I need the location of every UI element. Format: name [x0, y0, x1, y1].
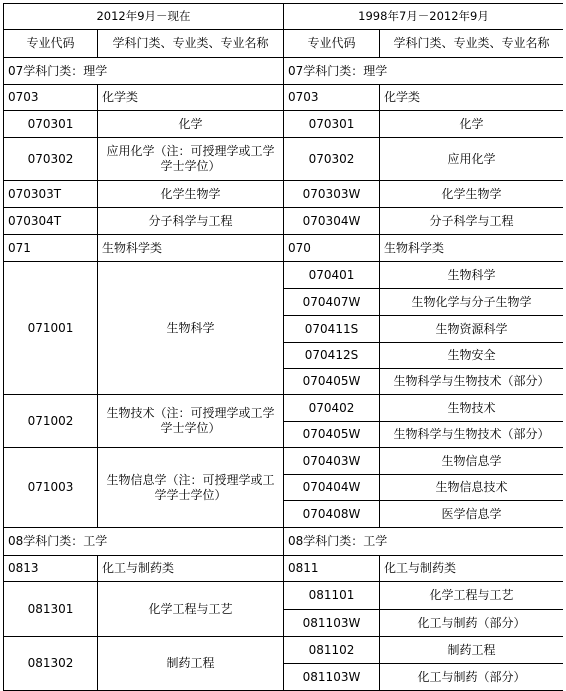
major-code: 070304T: [4, 208, 98, 235]
group-code: 070: [284, 235, 380, 262]
major-name: 化学生物学: [98, 181, 284, 208]
current-catalog: [3, 3, 283, 691]
major-name: 制药工程: [98, 637, 284, 691]
group-name: 化学类: [380, 85, 564, 111]
major-code: 081103W: [284, 664, 380, 691]
group-name: 化工与制药类: [98, 556, 284, 582]
major-code: 070408W: [284, 501, 380, 528]
major-code: 071002: [4, 395, 98, 448]
group-name: 生物科学类: [98, 235, 284, 262]
major-comparison-table: [3, 3, 563, 691]
category-row: 07学科门类：理学: [284, 58, 564, 85]
category-row: 08学科门类：工学: [4, 528, 284, 556]
major-name: 化工与制药（部分）: [380, 664, 564, 691]
major-code: 071001: [4, 262, 98, 395]
major-name: 化学工程与工艺: [98, 582, 284, 637]
major-name: 制药工程: [380, 637, 564, 664]
major-name: 化学工程与工艺: [380, 582, 564, 610]
group-code: 0813: [4, 556, 98, 582]
name-column-header: 学科门类、专业类、专业名称: [98, 30, 284, 58]
name-column-header: 学科门类、专业类、专业名称: [380, 30, 564, 58]
major-name: 应用化学: [380, 138, 564, 181]
code-column-header: 专业代码: [284, 30, 380, 58]
major-name: 生物信息学: [380, 448, 564, 475]
major-name: 生物信息技术: [380, 475, 564, 501]
group-code: 0811: [284, 556, 380, 582]
major-code: 070304W: [284, 208, 380, 235]
major-code: 070411S: [284, 316, 380, 343]
major-code: 070405W: [284, 369, 380, 395]
category-row: 08学科门类：工学: [284, 528, 564, 556]
group-code: 071: [4, 235, 98, 262]
major-name: 生物技术: [380, 395, 564, 422]
major-code: 070301: [4, 111, 98, 138]
major-code: 081102: [284, 637, 380, 664]
major-code: 070303T: [4, 181, 98, 208]
major-code: 070401: [284, 262, 380, 289]
major-name: 化工与制药（部分）: [380, 610, 564, 637]
major-code: 070402: [284, 395, 380, 422]
major-name: 生物科学与生物技术（部分）: [380, 422, 564, 448]
major-name: 生物科学: [380, 262, 564, 289]
period-header: 2012年9月－现在: [4, 4, 284, 30]
major-name: 生物信息学（注：可授理学或工学学士学位）: [98, 448, 284, 528]
major-name: 生物科学: [98, 262, 284, 395]
major-code: 070407W: [284, 289, 380, 316]
major-code: 070301: [284, 111, 380, 138]
major-name: 生物安全: [380, 343, 564, 369]
major-name: 分子科学与工程: [98, 208, 284, 235]
period-header: 1998年7月－2012年9月: [284, 4, 564, 30]
group-name: 生物科学类: [380, 235, 564, 262]
major-name: 分子科学与工程: [380, 208, 564, 235]
major-code: 070405W: [284, 422, 380, 448]
major-name: 生物科学与生物技术（部分）: [380, 369, 564, 395]
category-row: 07学科门类：理学: [4, 58, 284, 85]
code-column-header: 专业代码: [4, 30, 98, 58]
major-code: 070403W: [284, 448, 380, 475]
major-name: 生物技术（注：可授理学或工学学士学位）: [98, 395, 284, 448]
major-name: 化学: [380, 111, 564, 138]
major-code: 081101: [284, 582, 380, 610]
major-code: 070302: [4, 138, 98, 181]
group-name: 化工与制药类: [380, 556, 564, 582]
major-code: 081301: [4, 582, 98, 637]
major-name: 医学信息学: [380, 501, 564, 528]
current-catalog-table: [3, 3, 284, 691]
former-catalog: [283, 3, 563, 691]
major-code: 071003: [4, 448, 98, 528]
major-code: 081302: [4, 637, 98, 691]
major-name: 生物资源科学: [380, 316, 564, 343]
major-code: 081103W: [284, 610, 380, 637]
major-name: 应用化学（注：可授理学或工学学士学位）: [98, 138, 284, 181]
group-name: 化学类: [98, 85, 284, 111]
major-code: 070302: [284, 138, 380, 181]
major-code: 070303W: [284, 181, 380, 208]
major-code: 070404W: [284, 475, 380, 501]
former-catalog-table: [283, 3, 563, 691]
major-name: 生物化学与分子生物学: [380, 289, 564, 316]
major-name: 化学: [98, 111, 284, 138]
major-code: 070412S: [284, 343, 380, 369]
group-code: 0703: [284, 85, 380, 111]
group-code: 0703: [4, 85, 98, 111]
major-name: 化学生物学: [380, 181, 564, 208]
